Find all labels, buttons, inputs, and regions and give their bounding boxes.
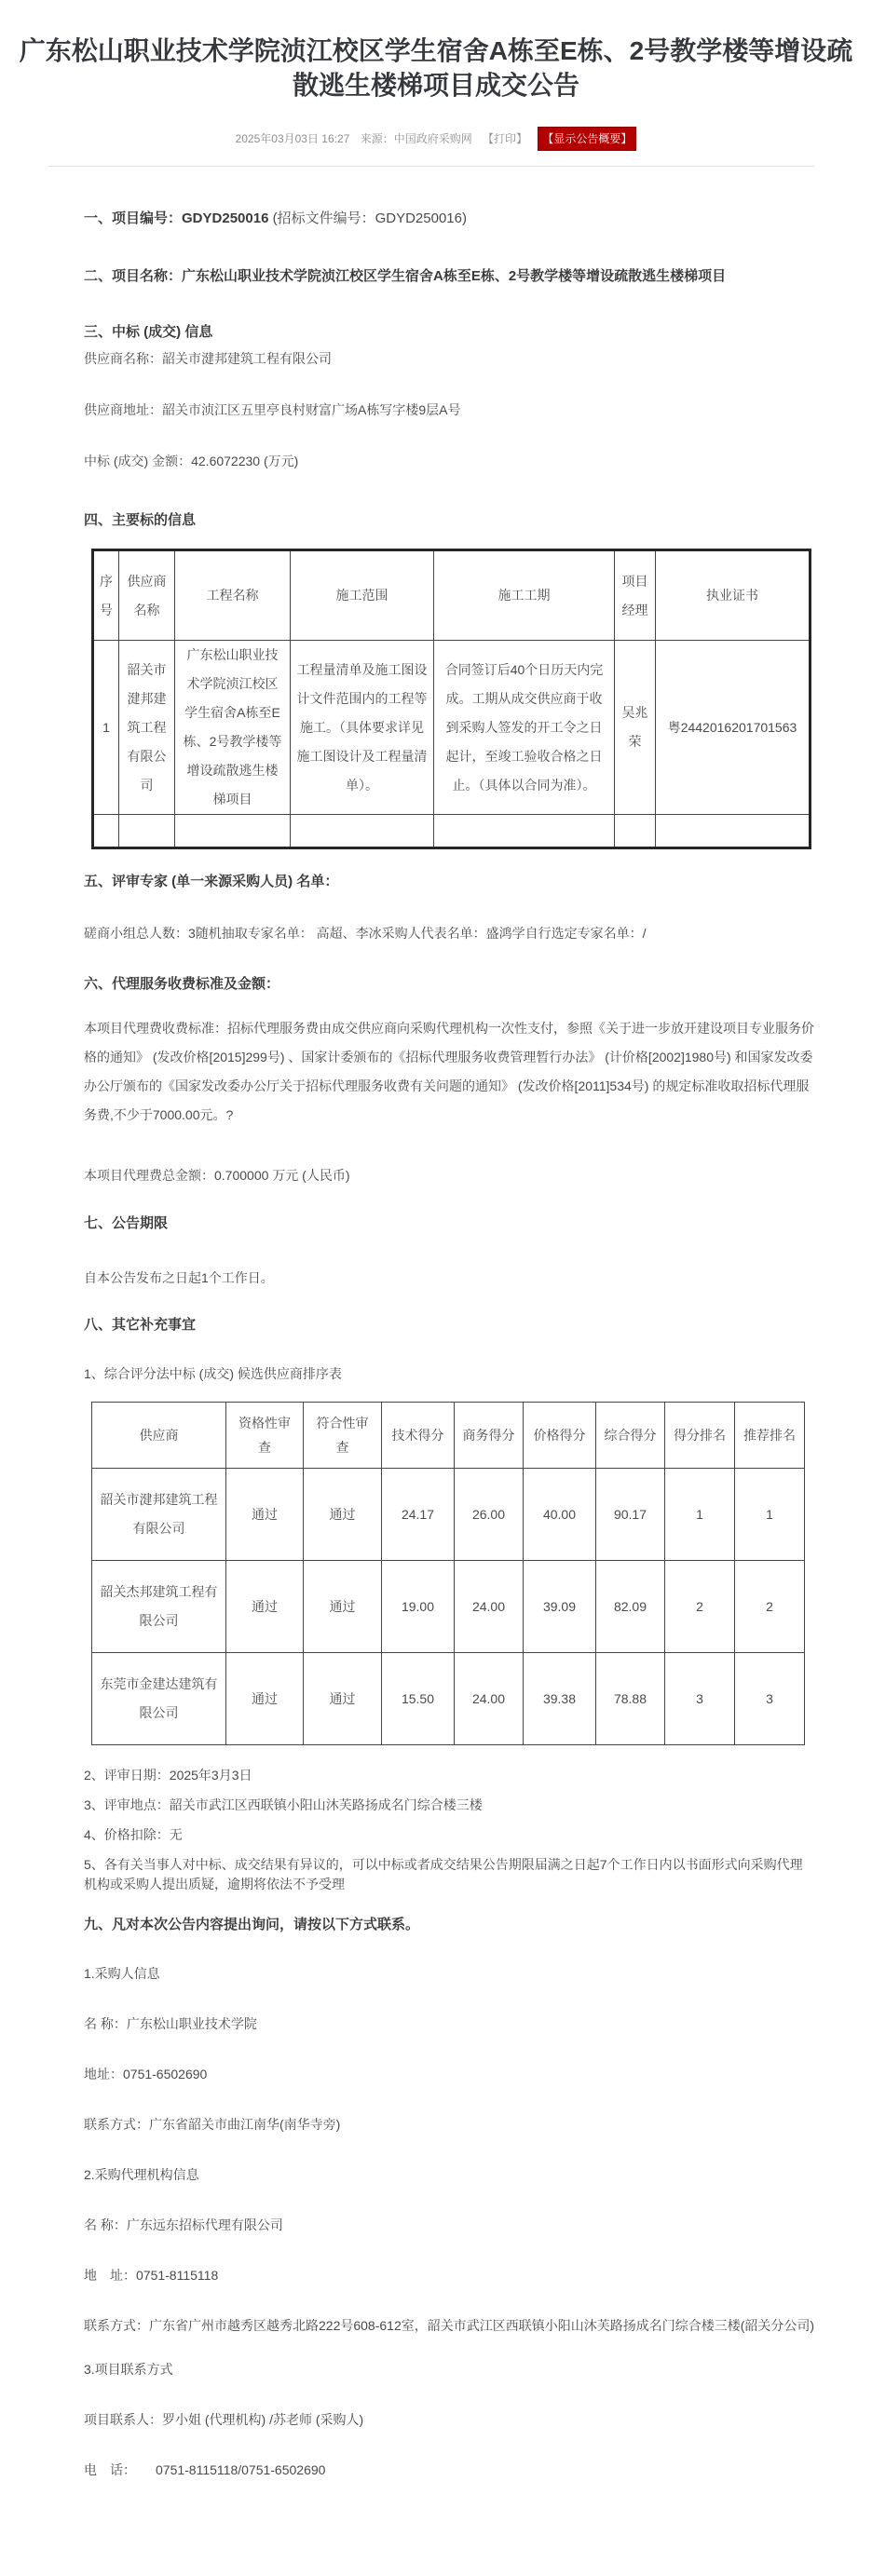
cell-technical: 15.50	[382, 1653, 455, 1745]
section-7-heading: 七、公告期限	[84, 1215, 169, 1231]
cell-manager: 吴兆荣	[615, 641, 656, 815]
section-5-heading: 五、评审专家 (单一来源采购人员) 名单：	[84, 874, 339, 889]
agency-fee-total-line: 本项目代理费总金额：0.700000 万元 (人民币)	[84, 1168, 350, 1183]
agency-fee-paragraph: 本项目代理费收费标准：招标代理服务费由成交供应商向采购代理机构一次性支付，参照《关于进一步放开建设项目专业服务价格的通知》 (发改价格[2015]299号) 、国家计委颁布的《招标代理服务收费管理暂行办法》 (计价格[2002]1980号) 和国家发改委办公厅颁布的《国家发改委办公厅关于招标代理服务收费有关问题的通知》 (发改价格[2011]534号) 的规定标准收取招标代理服务费,不少于7000.00元。?	[84, 1021, 814, 1122]
ranking-table-caption: 1、综合评分法中标 (成交) 候选供应商排序表	[84, 1366, 342, 1381]
print-button[interactable]: 【打印】	[483, 132, 528, 145]
cell-comprehensive: 82.09	[596, 1561, 665, 1653]
cell-project: 广东松山职业技术学院浈江校区学生宿舍A栋至E栋、2号教学楼等增设疏散逃生楼梯项目	[175, 641, 291, 815]
cell-supplier: 东莞市金建达建筑有限公司	[92, 1653, 226, 1745]
col-score-rank: 得分排名	[665, 1403, 735, 1469]
cell-seq: 1	[93, 641, 119, 815]
cell-conformity: 通过	[304, 1653, 382, 1745]
col-supplier: 供应商	[92, 1403, 226, 1469]
main-bid-table-empty-row	[93, 815, 811, 848]
cell-price: 39.38	[524, 1653, 596, 1745]
ranking-table-row-1	[92, 1469, 805, 1561]
col-seq: 序号	[93, 550, 119, 641]
col-supplier: 供应商名称	[119, 550, 175, 641]
cell-conformity: 通过	[304, 1469, 382, 1561]
source-text: 来源：中国政府采购网	[360, 132, 472, 145]
cell-supplier: 韶关杰邦建筑工程有限公司	[92, 1561, 226, 1653]
cell-supplier: 韶关市湕邦建筑工程有限公司	[92, 1469, 226, 1561]
section-1-heading	[84, 210, 815, 228]
cell-recommend-rank: 2	[735, 1561, 805, 1653]
cell-price: 39.09	[524, 1561, 596, 1653]
review-date-line: 2、评审日期：2025年3月3日	[84, 1768, 252, 1783]
cell-price: 40.00	[524, 1469, 596, 1561]
price-deduction-line: 4、价格扣除：无	[84, 1827, 183, 1842]
cell-qualification: 通过	[226, 1469, 304, 1561]
project-contact-person-line: 项目联系人：罗小姐 (代理机构) /苏老师 (采购人)	[84, 2412, 364, 2427]
experts-line: 磋商小组总人数：3随机抽取专家名单： 高超、李冰采购人代表名单：盛鸿学自行选定专家名单：/	[84, 926, 647, 941]
col-conformity-review: 符合性审查	[304, 1403, 382, 1469]
section-9-heading: 九、凡对本次公告内容提出询问，请按以下方式联系。	[84, 1917, 420, 1932]
tender-doc-number: (招标文件编号：GDYD250016)	[268, 210, 467, 226]
col-project: 工程名称	[175, 550, 291, 641]
supplier-name-line: 供应商名称：韶关市湕邦建筑工程有限公司	[84, 351, 332, 366]
objection-note-line: 5、各有关当事人对中标、成交结果有异议的，可以中标或者成交结果公告期限届满之日起7个工作日内以书面形式向采购代理机构或采购人提出质疑，逾期将依法不予受理	[84, 1857, 803, 1891]
cell-business: 26.00	[455, 1469, 524, 1561]
cell-qualification: 通过	[226, 1561, 304, 1653]
cell-business: 24.00	[455, 1561, 524, 1653]
ranking-table-header-row	[92, 1403, 805, 1469]
main-bid-table-header-row	[93, 550, 811, 641]
cell-conformity: 通过	[304, 1561, 382, 1653]
cell-comprehensive: 78.88	[596, 1653, 665, 1745]
header-divider	[48, 166, 814, 167]
cell-certificate: 粤2442016201701563	[656, 641, 811, 815]
cell-recommend-rank: 3	[735, 1653, 805, 1745]
purchaser-contact-line: 联系方式：广东省韶关市曲江南华(南华寺旁)	[84, 2117, 341, 2132]
cell-business: 24.00	[455, 1653, 524, 1745]
cell-supplier: 韶关市湕邦建筑工程有限公司	[119, 641, 175, 815]
ranking-table-row-3	[92, 1653, 805, 1745]
cell-scope: 工程量清单及施工图设计文件范围内的工程等施工。（具体要求详见施工图设计及工程量清单）。	[291, 641, 434, 815]
section-3-heading: 三、中标 (成交) 信息	[84, 324, 213, 340]
cell-technical: 19.00	[382, 1561, 455, 1653]
col-business-score: 商务得分	[455, 1403, 524, 1469]
project-number-value: GDYD250016	[182, 210, 269, 226]
section-2-heading: 二、项目名称：广东松山职业技术学院浈江校区学生宿舍A栋至E栋、2号教学楼等增设疏散逃生楼梯项目	[84, 268, 727, 284]
announcement-body	[84, 210, 815, 2480]
col-manager: 项目经理	[615, 550, 656, 641]
publish-datetime: 2025年03月03日 16:27	[235, 132, 350, 145]
section-8-heading: 八、其它补充事宜	[84, 1317, 197, 1333]
section-6-heading: 六、代理服务收费标准及金额：	[84, 976, 280, 992]
main-bid-table-row	[93, 641, 811, 815]
ranking-table-row-2	[92, 1561, 805, 1653]
agency-address-line: 地 址：0751-8115118	[84, 2268, 219, 2283]
project-phone-line: 电 话： 0751-8115118/0751-6502690	[84, 2462, 326, 2477]
main-bid-table	[91, 549, 811, 849]
cell-score-rank: 1	[665, 1469, 735, 1561]
purchaser-info-title: 1.采购人信息	[84, 1966, 160, 1981]
announcement-period-line: 自本公告发布之日起1个工作日。	[84, 1270, 274, 1285]
supplier-address-line: 供应商地址：韶关市浈江区五里亭良村财富广场A栋写字楼9层A号	[84, 402, 461, 417]
cell-technical: 24.17	[382, 1469, 455, 1561]
col-scope: 施工范围	[291, 550, 434, 641]
summary-announcement-button[interactable]: 【显示公告概要】	[538, 127, 636, 151]
meta-line	[0, 127, 872, 151]
agency-name-line: 名 称：广东远东招标代理有限公司	[84, 2217, 283, 2232]
review-location-line: 3、评审地点：韶关市武江区西联镇小阳山沐芙路扬成名门综合楼三楼	[84, 1797, 483, 1812]
project-contact-title: 3.项目联系方式	[84, 2362, 173, 2377]
col-qualification-review: 资格性审查	[226, 1403, 304, 1469]
award-amount-line: 中标 (成交) 金额：42.6072230 (万元)	[84, 454, 299, 468]
col-duration: 施工工期	[434, 550, 615, 641]
agency-contact-line: 联系方式：广东省广州市越秀区越秀北路222号608-612室，韶关市武江区西联镇小阳山沐芙路扬成名门综合楼三楼(韶关分公司)	[84, 2318, 815, 2333]
cell-recommend-rank: 1	[735, 1469, 805, 1561]
col-recommend-rank: 推荐排名	[735, 1403, 805, 1469]
cell-score-rank: 2	[665, 1561, 735, 1653]
col-technical-score: 技术得分	[382, 1403, 455, 1469]
purchaser-name-line: 名 称：广东松山职业技术学院	[84, 2016, 257, 2031]
page-title: 广东松山职业技术学院浈江校区学生宿舍A栋至E栋、2号教学楼等增设疏散逃生楼梯项目成交公告	[19, 36, 853, 100]
ranking-table	[91, 1402, 805, 1745]
agency-info-title: 2.采购代理机构信息	[84, 2167, 199, 2182]
cell-score-rank: 3	[665, 1653, 735, 1745]
section-4-heading: 四、主要标的信息	[84, 512, 197, 528]
col-comprehensive-score: 综合得分	[596, 1403, 665, 1469]
cell-qualification: 通过	[226, 1653, 304, 1745]
project-number-label: 一、项目编号：	[84, 210, 183, 226]
purchaser-address-line: 地址：0751-6502690	[84, 2067, 208, 2081]
cell-comprehensive: 90.17	[596, 1469, 665, 1561]
col-certificate: 执业证书	[656, 550, 811, 641]
col-price-score: 价格得分	[524, 1403, 596, 1469]
cell-duration: 合同签订后40个日历天内完成。工期从成交供应商于收到采购人签发的开工令之日起计，至竣工验收合格之日止。（具体以合同为准）。	[434, 641, 615, 815]
